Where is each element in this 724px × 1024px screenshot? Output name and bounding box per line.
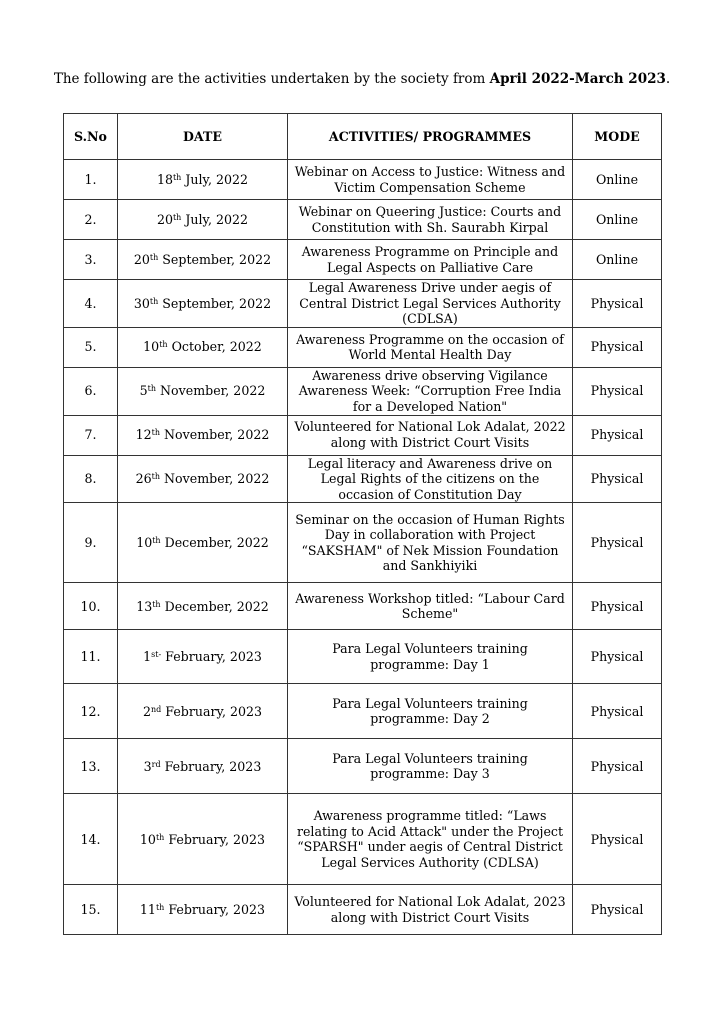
date-suffix: th bbox=[151, 428, 161, 438]
date-month-year: July, 2022 bbox=[181, 211, 249, 227]
date-day: 3 bbox=[143, 758, 152, 774]
row-date bbox=[118, 200, 288, 240]
date-day: 2 bbox=[142, 703, 151, 719]
row-activity: Awareness Workshop titled: “Labour Card Scheme" bbox=[288, 583, 573, 630]
date-day: 20 bbox=[156, 211, 173, 227]
row-mode: Physical bbox=[573, 885, 662, 935]
date-day: 13 bbox=[136, 598, 153, 614]
date-month-year: February, 2023 bbox=[164, 902, 266, 918]
row-date bbox=[118, 503, 288, 583]
row-date bbox=[118, 794, 288, 885]
date-month-year: February, 2023 bbox=[160, 758, 262, 774]
table-row bbox=[64, 160, 662, 200]
table-row bbox=[64, 200, 662, 240]
row-mode: Online bbox=[573, 160, 662, 200]
row-activity: Legal Awareness Drive under aegis of Central District Legal Services Authority (CDLSA) bbox=[288, 280, 573, 328]
row-sno: 2. bbox=[64, 200, 118, 240]
date-day: 11 bbox=[139, 902, 156, 918]
row-date bbox=[118, 583, 288, 630]
date-day: 1 bbox=[143, 649, 152, 665]
date-day: 20 bbox=[133, 251, 150, 267]
row-mode: Physical bbox=[573, 327, 662, 367]
date-suffix: st- bbox=[151, 650, 162, 660]
row-sno: 3. bbox=[64, 240, 118, 280]
table-header-row bbox=[64, 114, 662, 160]
intro-paragraph bbox=[0, 70, 724, 88]
date-suffix: th bbox=[152, 536, 161, 546]
row-sno: 15. bbox=[64, 885, 118, 935]
table-body bbox=[64, 160, 662, 935]
row-date bbox=[118, 885, 288, 935]
row-sno: 9. bbox=[64, 503, 118, 583]
intro-text: The following are the activities undertaken by the society from bbox=[53, 71, 490, 87]
row-mode: Online bbox=[573, 240, 662, 280]
intro-period: April 2022-March 2023 bbox=[489, 71, 666, 87]
date-month-year: July, 2022 bbox=[181, 171, 249, 187]
row-activity: Webinar on Queering Justice: Courts and Constitution with Sh. Saurabh Kirpal bbox=[288, 200, 573, 240]
date-day: 10 bbox=[136, 535, 153, 551]
row-sno: 11. bbox=[64, 630, 118, 684]
date-month-year: November, 2022 bbox=[160, 427, 270, 443]
row-activity: Awareness Programme on the occasion of World Mental Health Day bbox=[288, 327, 573, 367]
table-row bbox=[64, 684, 662, 739]
date-day: 30 bbox=[133, 295, 150, 311]
table-row bbox=[64, 885, 662, 935]
date-suffix: th bbox=[149, 252, 159, 262]
date-suffix: rd bbox=[151, 759, 161, 769]
row-activity: Volunteered for National Lok Adalat, 2023 along with District Court Visits bbox=[288, 885, 573, 935]
row-mode: Physical bbox=[573, 367, 662, 415]
row-activity: Awareness Programme on Principle and Legal Aspects on Palliative Care bbox=[288, 240, 573, 280]
row-mode: Physical bbox=[573, 739, 662, 794]
row-date bbox=[118, 630, 288, 684]
row-date bbox=[118, 240, 288, 280]
date-suffix: nd bbox=[151, 704, 162, 714]
row-sno: 14. bbox=[64, 794, 118, 885]
row-date bbox=[118, 455, 288, 503]
row-sno: 10. bbox=[64, 583, 118, 630]
row-sno: 13. bbox=[64, 739, 118, 794]
table-row bbox=[64, 583, 662, 630]
date-day: 10 bbox=[143, 339, 160, 355]
row-mode: Physical bbox=[573, 503, 662, 583]
row-mode: Physical bbox=[573, 583, 662, 630]
row-date bbox=[118, 415, 288, 455]
row-activity: Para Legal Volunteers training programme: Day 1 bbox=[288, 630, 573, 684]
date-month-year: October, 2022 bbox=[167, 339, 262, 355]
date-suffix: th bbox=[172, 212, 182, 222]
row-activity: Webinar on Access to Justice: Witness and Victim Compensation Scheme bbox=[288, 160, 573, 200]
row-date bbox=[118, 367, 288, 415]
date-suffix: th bbox=[147, 384, 157, 394]
row-mode: Physical bbox=[573, 684, 662, 739]
row-sno: 12. bbox=[64, 684, 118, 739]
date-suffix: th bbox=[151, 472, 161, 482]
row-sno: 6. bbox=[64, 367, 118, 415]
date-suffix: th bbox=[152, 599, 161, 609]
date-day: 5 bbox=[139, 383, 148, 399]
date-month-year: February, 2023 bbox=[161, 649, 262, 665]
row-sno: 8. bbox=[64, 455, 118, 503]
row-mode: Physical bbox=[573, 415, 662, 455]
row-date bbox=[118, 327, 288, 367]
header-sno: S.No bbox=[64, 114, 118, 160]
row-activity: Seminar on the occasion of Human Rights Day in collaboration with Project “SAKSHAM" of Nek Mission Foundation and Sankhiyiki bbox=[288, 503, 573, 583]
row-activity: Para Legal Volunteers training programme: Day 3 bbox=[288, 739, 573, 794]
date-suffix: th bbox=[155, 832, 165, 842]
date-month-year: February, 2023 bbox=[161, 703, 263, 719]
date-month-year: September, 2022 bbox=[158, 251, 272, 267]
table-row bbox=[64, 240, 662, 280]
row-mode: Physical bbox=[573, 455, 662, 503]
row-activity: Para Legal Volunteers training programme: Day 2 bbox=[288, 684, 573, 739]
date-day: 26 bbox=[135, 471, 152, 487]
date-month-year: February, 2023 bbox=[164, 831, 266, 847]
table-row bbox=[64, 327, 662, 367]
date-day: 18 bbox=[156, 171, 173, 187]
header-date: DATE bbox=[118, 114, 288, 160]
date-month-year: November, 2022 bbox=[156, 383, 266, 399]
date-month-year: December, 2022 bbox=[160, 598, 269, 614]
date-suffix: th bbox=[159, 340, 168, 350]
table-row bbox=[64, 367, 662, 415]
table-row bbox=[64, 280, 662, 328]
row-activity: Volunteered for National Lok Adalat, 2022 along with District Court Visits bbox=[288, 415, 573, 455]
date-day: 12 bbox=[135, 427, 152, 443]
date-day: 10 bbox=[139, 831, 156, 847]
table-row bbox=[64, 415, 662, 455]
row-mode: Physical bbox=[573, 630, 662, 684]
row-date bbox=[118, 160, 288, 200]
date-month-year: September, 2022 bbox=[158, 295, 272, 311]
table-row bbox=[64, 630, 662, 684]
row-sno: 1. bbox=[64, 160, 118, 200]
date-suffix: th bbox=[155, 903, 165, 913]
row-date bbox=[118, 739, 288, 794]
table-row bbox=[64, 503, 662, 583]
row-mode: Physical bbox=[573, 794, 662, 885]
row-sno: 4. bbox=[64, 280, 118, 328]
date-suffix: th bbox=[149, 296, 159, 306]
activities-table bbox=[63, 113, 662, 935]
row-sno: 5. bbox=[64, 327, 118, 367]
intro-period-end: . bbox=[665, 71, 671, 87]
table-row bbox=[64, 455, 662, 503]
table-row bbox=[64, 739, 662, 794]
row-activity: Awareness drive observing Vigilance Awareness Week: “Corruption Free India for a Developed Nation" bbox=[288, 367, 573, 415]
date-month-year: December, 2022 bbox=[160, 535, 269, 551]
header-activities: ACTIVITIES/ PROGRAMMES bbox=[288, 114, 573, 160]
row-date bbox=[118, 684, 288, 739]
row-activity: Awareness programme titled: “Laws relating to Acid Attack" under the Project “SPARSH" under aegis of Central District Legal Services Authority (CDLSA) bbox=[288, 794, 573, 885]
row-date bbox=[118, 280, 288, 328]
date-suffix: th bbox=[172, 172, 182, 182]
table-row bbox=[64, 794, 662, 885]
row-activity: Legal literacy and Awareness drive on Legal Rights of the citizens on the occasion of Constitution Day bbox=[288, 455, 573, 503]
header-mode: MODE bbox=[573, 114, 662, 160]
row-sno: 7. bbox=[64, 415, 118, 455]
date-month-year: November, 2022 bbox=[160, 471, 270, 487]
row-mode: Physical bbox=[573, 280, 662, 328]
row-mode: Online bbox=[573, 200, 662, 240]
